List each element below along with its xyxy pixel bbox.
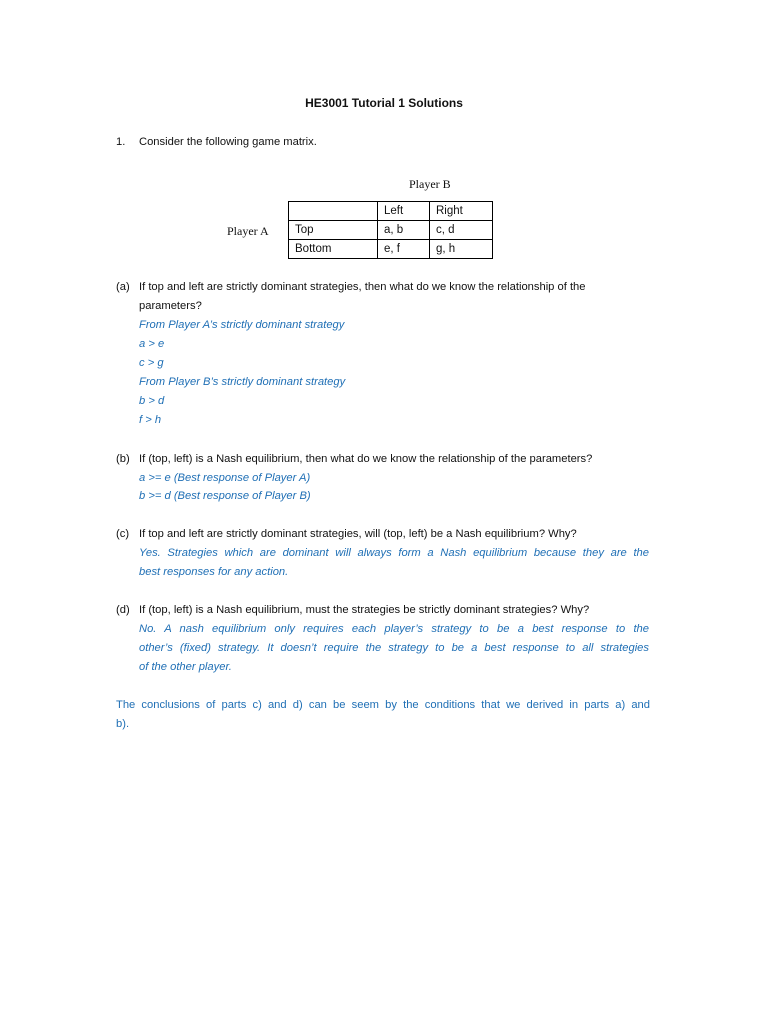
matrix-corner-cell (289, 202, 378, 221)
part-a-question-line2: parameters? (139, 300, 202, 312)
part-c-question-line1: If top and left are strictly dominant strategies, will (top, left) be a Nash equilibrium? Why? (139, 528, 577, 540)
player-b-label: Player B (409, 177, 451, 191)
part-a-question-line1: If top and left are strictly dominant strategies, then what do we know the relationship of the (139, 281, 586, 293)
question-text: Consider the following game matrix. (139, 136, 317, 148)
part-a-answer-line4: From Player B’s strictly dominant strategy (139, 376, 346, 388)
part-a-answer-line5: b > d (139, 395, 165, 407)
part-d-label: (d) (116, 604, 130, 616)
page-title: HE3001 Tutorial 1 Solutions (305, 96, 463, 110)
part-a-label: (a) (116, 281, 130, 293)
part-a-answer-line2: a > e (139, 338, 165, 350)
part-b-answer-line1: a >= e (Best response of Player A) (139, 472, 311, 484)
matrix-col-right: Right (430, 202, 493, 221)
part-d-answer-line2: other’s (fixed) strategy. It doesn’t require the strategy to be a best response to all strategies (139, 642, 649, 654)
part-b-answer-line2: b >= d (Best response of Player B) (139, 490, 311, 502)
matrix-cell-top-left: a, b (378, 221, 430, 240)
part-b-label: (b) (116, 453, 130, 465)
player-a-label: Player A (227, 224, 269, 238)
part-d-answer-line1: No. A nash equilibrium only requires each player’s strategy to be a best response to the (139, 623, 649, 635)
part-c-answer-line2: best responses for any action. (139, 566, 289, 578)
matrix-cell-bottom-right: g, h (430, 240, 493, 259)
part-a-answer-line3: c > g (139, 357, 164, 369)
game-matrix (288, 201, 493, 259)
matrix-cell-bottom-left: e, f (378, 240, 430, 259)
part-a-answer-line6: f > h (139, 414, 162, 426)
part-b-question-line1: If (top, left) is a Nash equilibrium, then what do we know the relationship of the parameters? (139, 453, 593, 465)
conclusion-line2: b). (116, 718, 130, 730)
part-c-label: (c) (116, 528, 130, 540)
part-d-question-line1: If (top, left) is a Nash equilibrium, must the strategies be strictly dominant strategies? Why? (139, 604, 590, 616)
matrix-col-left: Left (378, 202, 430, 221)
matrix-row-top: Top (289, 221, 378, 240)
matrix-row-bottom: Bottom (289, 240, 378, 259)
conclusion-line1: The conclusions of parts c) and d) can be seem by the conditions that we derived in parts a) and (116, 699, 650, 711)
part-c-answer-line1: Yes. Strategies which are dominant will always form a Nash equilibrium because they are the (139, 547, 649, 559)
question-number: 1. (116, 136, 126, 148)
part-d-answer-line3: of the other player. (139, 661, 232, 673)
part-a-answer-line1: From Player A’s strictly dominant strategy (139, 319, 345, 331)
matrix-cell-top-right: c, d (430, 221, 493, 240)
